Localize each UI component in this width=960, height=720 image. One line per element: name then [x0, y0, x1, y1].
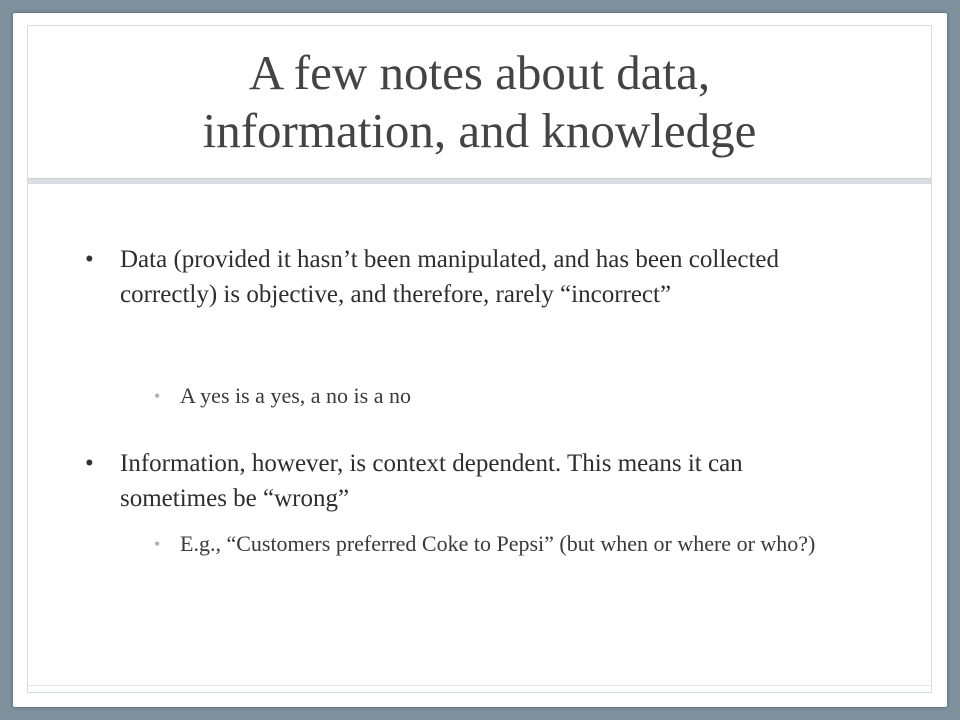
bullet-dot: •: [85, 450, 94, 477]
sub-bullet-text-1: A yes is a yes, a no is a no: [180, 383, 411, 408]
sub-bullet-dot: •: [154, 534, 161, 554]
bullet-dot: •: [85, 246, 94, 273]
footer-divider: [28, 685, 931, 686]
sub-bullet-text-2: E.g., “Customers preferred Coke to Pepsi” (but when or where or who?): [180, 531, 816, 556]
sub-bullet-item-1: [154, 381, 860, 411]
slide-content-area: [27, 25, 932, 693]
bullet-item-1: [85, 242, 850, 312]
slide-title: [28, 44, 931, 160]
bullet-text-1: Data (provided it hasn’t been manipulated, and has been collected correctly) is objective, and therefore, rarely “incorrect”: [120, 246, 780, 308]
sub-bullet-dot: •: [154, 386, 161, 406]
slide-title-line-2: information, and knowledge: [202, 103, 757, 158]
bullet-item-2: [85, 446, 850, 516]
title-divider: [28, 178, 931, 184]
slide-title-line-1: A few notes about data,: [248, 45, 711, 100]
bullet-text-2: Information, however, is context dependent. This means it can sometimes be “wrong”: [120, 450, 743, 512]
title-area: [28, 26, 931, 173]
slide-frame: [13, 13, 947, 707]
sub-bullet-item-2: [154, 529, 860, 559]
